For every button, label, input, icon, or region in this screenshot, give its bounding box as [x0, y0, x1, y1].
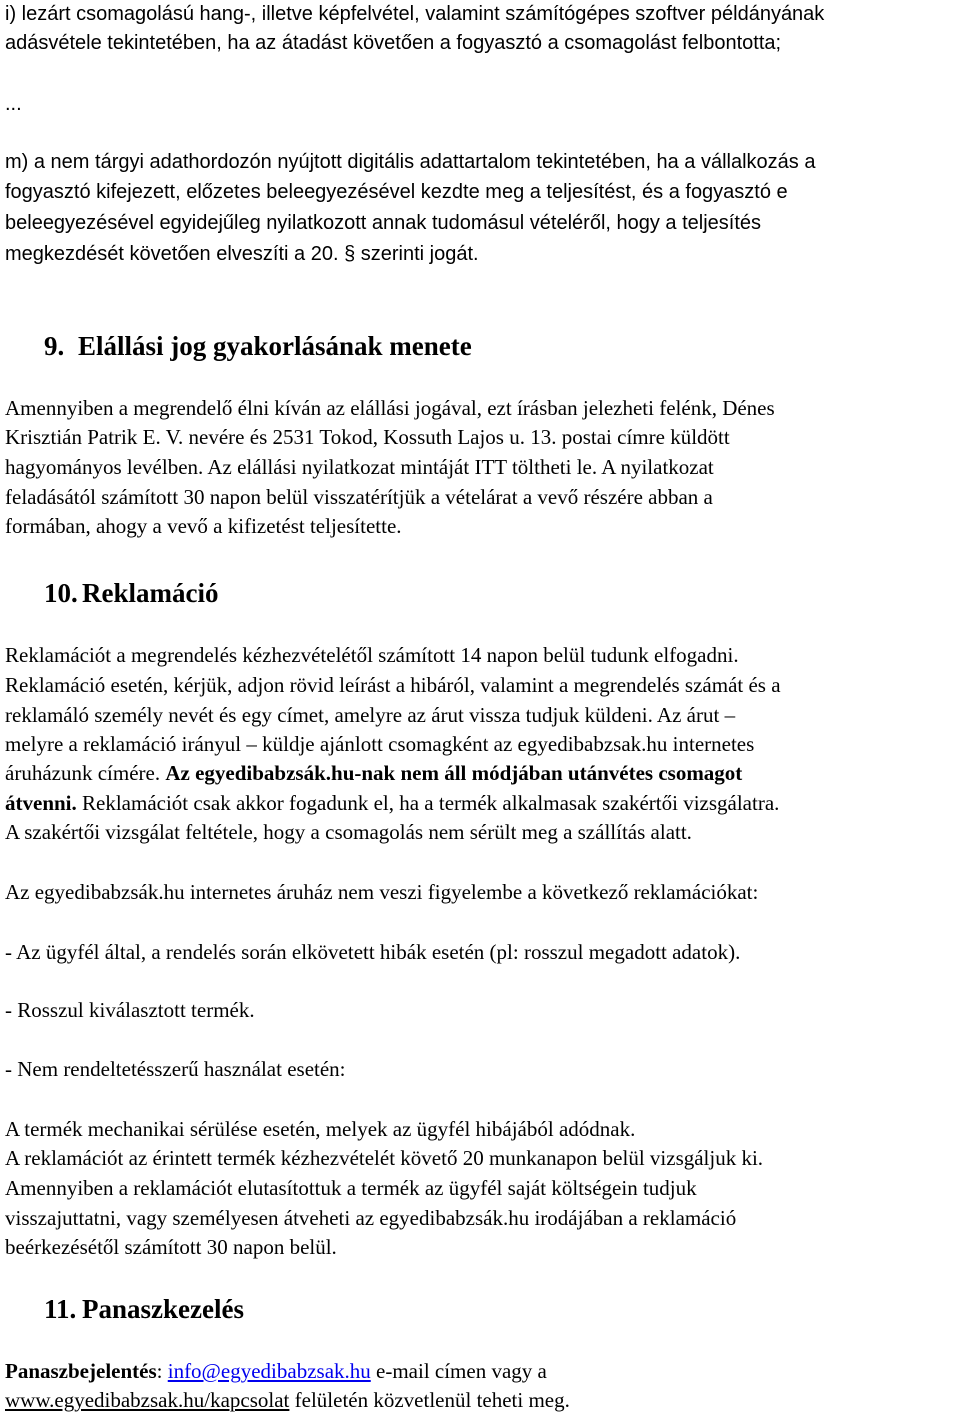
section-heading — [44, 333, 472, 360]
section-number: 9. — [44, 331, 65, 361]
text-line — [5, 1361, 547, 1382]
email-link[interactable]: info@egyedibabzsak.hu — [167, 1359, 371, 1383]
section-number: 10. — [44, 578, 78, 608]
contact-page-link[interactable]: www.egyedibabzsak.hu/kapcsolat — [5, 1388, 290, 1412]
text-span: : — [156, 1359, 168, 1383]
text-line: beleegyezésével egyidejűleg nyilatkozott annak tudomásul vételéről, hogy a teljesítés — [5, 212, 762, 234]
section-title: Panaszkezelés — [82, 1294, 244, 1324]
text-line: A szakértői vizsgálat feltétele, hogy a csomagolás nem sérült meg a szállítás alatt. — [5, 820, 692, 844]
text-line: A reklamációt az érintett termék kézhezvételét követő 20 munkanapon belül vizsgáljuk ki. — [5, 1146, 764, 1170]
complaint-label: Panaszbejelentés — [5, 1359, 157, 1383]
text-line: Az egyedibabzsák.hu internetes áruház nem veszi figyelembe a következő reklamációkat: — [5, 880, 759, 904]
ellipsis: ... — [5, 93, 22, 115]
text-line: megkezdését követően elveszíti a 20. § szerinti jogát. — [5, 243, 479, 265]
text-line: i) lezárt csomagolású hang-, illetve képfelvétel, valamint számítógépes szoftver példányának — [5, 3, 825, 25]
text-line: m) a nem tárgyi adathordozón nyújtott digitális adattartalom tekintetében, ha a vállalkozás a — [5, 151, 816, 173]
text-line: visszajuttatni, vagy személyesen átveheti az egyedibabzsák.hu irodájában a reklamáció — [5, 1206, 737, 1230]
section-title: Reklamáció — [82, 578, 219, 608]
text-line: reklamáló személy nevét és egy címet, amelyre az árut vissza tudjuk küldeni. Az árut – — [5, 703, 736, 727]
list-item: - Nem rendeltetésszerű használat esetén: — [5, 1057, 346, 1081]
section-heading — [44, 580, 218, 607]
text-line — [5, 793, 779, 814]
bold-notice: átvenni. — [5, 791, 77, 815]
section-heading — [44, 1296, 244, 1323]
text-line: beérkezésétől számított 30 napon belül. — [5, 1235, 337, 1259]
text-line: Amennyiben a megrendelő élni kíván az elállási jogával, ezt írásban jelezheti felénk, Dénes — [5, 396, 775, 420]
text-line: A termék mechanikai sérülése esetén, melyek az ügyfél hibájából adódnak. — [5, 1117, 636, 1141]
text-line — [5, 763, 742, 784]
text-line: Amennyiben a reklamációt elutasítottuk a termék az ügyfél saját költségein tudjuk — [5, 1176, 697, 1200]
bold-notice: Az egyedibabzsák.hu-nak nem áll módjában utánvétes csomagot — [165, 761, 743, 785]
text-line: Reklamációt a megrendelés kézhezvételétől számított 14 napon belül tudunk elfogadni. — [5, 643, 739, 667]
list-item: - Az ügyfél által, a rendelés során elkövetett hibák esetén (pl: rosszul megadott adatok). — [5, 940, 741, 964]
text-line — [5, 1390, 570, 1411]
text-span: e-mail címen vagy a — [370, 1359, 547, 1383]
text-line: fogyasztó kifejezett, előzetes beleegyezésével kezdte meg a teljesítést, és a fogyasztó e — [5, 181, 788, 203]
section-title: Elállási jog gyakorlásának menete — [78, 331, 472, 361]
text-line: Reklamáció esetén, kérjük, adjon rövid leírást a hibáról, valamint a megrendelés számát és a — [5, 673, 781, 697]
text-line: Krisztián Patrik E. V. nevére és 2531 Tokod, Kossuth Lajos u. 13. postai címre küldött — [5, 425, 730, 449]
text-line: formában, ahogy a vevő a kifizetést teljesítette. — [5, 514, 402, 538]
section-number: 11. — [44, 1294, 77, 1324]
text-span: Reklamációt csak akkor fogadunk el, ha a termék alkalmasak szakértői vizsgálatra. — [76, 791, 780, 815]
text-line: melyre a reklamáció irányul – küldje ajánlott csomagként az egyedibabzsak.hu internetes — [5, 732, 755, 756]
list-item: - Rosszul kiválasztott termék. — [5, 998, 255, 1022]
text-span: áruházunk címére. — [5, 761, 166, 785]
text-span: felületén közvetlenül teheti meg. — [289, 1388, 570, 1412]
text-line: feladásától számított 30 napon belül visszatérítjük a vételárat a vevő részére abban a — [5, 485, 713, 509]
text-line: adásvétele tekintetében, ha az átadást követően a fogyasztó a csomagolást felbontotta; — [5, 32, 782, 54]
text-line: hagyományos levélben. Az elállási nyilatkozat mintáját ITT töltheti le. A nyilatkozat — [5, 455, 714, 479]
